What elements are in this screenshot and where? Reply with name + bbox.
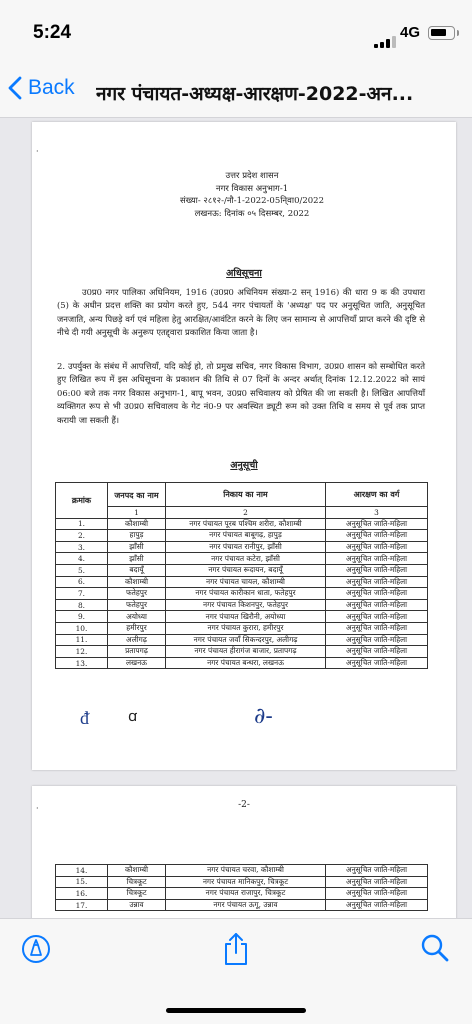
table-cell: नगर पंचायत चरवा, कौशाम्बी (166, 865, 326, 877)
back-button[interactable] (8, 76, 75, 100)
table-cell: अनुसूचित जाति-महिला (326, 646, 428, 658)
signature-mark: ᵭ (80, 708, 89, 729)
share-icon (222, 931, 250, 967)
table-cell: 3. (56, 541, 108, 553)
table-row (56, 876, 428, 888)
column-header: जनपद का नाम (108, 483, 166, 507)
column-header: क्रमांक (56, 483, 108, 519)
table-cell: लखनऊ (108, 657, 166, 669)
table-cell: 12. (56, 646, 108, 658)
table-cell: अनुसूचित जाति-महिला (326, 634, 428, 646)
header-line: लखनऊ: दिनांक ०५ दिसम्बर, 2022 (194, 208, 310, 219)
page-number: -2- (238, 800, 250, 810)
header-line: उत्तर प्रदेश शासन (225, 171, 279, 181)
pdf-viewer[interactable] (0, 118, 472, 918)
table-row (56, 588, 428, 600)
table-row (56, 611, 428, 623)
column-number: 2 (166, 507, 326, 519)
table-cell: अनुसूचित जाति-महिला (326, 518, 428, 530)
table-cell: नगर पंचायत बाबूगढ़, हापुड़ (166, 530, 326, 542)
paragraph-2: 2. उपर्युक्त के संबंध में आपत्तियाँ, यदि कोई हो, तो प्रमुख सचिव, नगर विकास विभाग, उ0प्र0 शासन को सम्बोधित करते हुए लिखित रूप में इस अधिसूचना के प्रकाशन की तिथि से 07 दिनों के अन्दर अर्थात् दिनांक 12.12.2022 को सायं 06:00 बजे तक नगर विकास अनुभाग-1, बापू भवन, उ0प्र0 सचिवालय को प्रेषित की जा सकती है। लिखित आपत्तियाँ व्यक्तिगत रूप से भी उ0प्र0 सचिवालय के गेट नं0-9 पर अवस्थित ड्यूटी रूम को उक्त तिथि व समय से पूर्व तक प्राप्त करायी जा सकती हैं। (57, 361, 425, 425)
document-header (152, 170, 352, 220)
column-number: 3 (326, 507, 428, 519)
table-row (56, 622, 428, 634)
table-cell: 4. (56, 553, 108, 565)
table-cell: 10. (56, 622, 108, 634)
home-indicator (166, 1008, 306, 1013)
pdf-page-2 (32, 786, 456, 918)
network-type: 4G (400, 24, 421, 41)
table-row (56, 576, 428, 588)
table-cell: अनुसूचित जाति-महिला (326, 865, 428, 877)
document-title: नगर पंचायत-अध्यक्ष-आरक्षण-2022-अन... (96, 83, 414, 105)
table-cell: 5. (56, 564, 108, 576)
table-cell: अनुसूचित जाति-महिला (326, 530, 428, 542)
signature-mark: ꭤ (128, 707, 138, 725)
table-row (56, 888, 428, 900)
table-cell: नगर पंचायत कटेरा, झाँसी (166, 553, 326, 565)
table-row (56, 865, 428, 877)
column-header: आरक्षण का वर्ग (326, 483, 428, 507)
table-cell: अनुसूचित जाति-महिला (326, 564, 428, 576)
table-cell: नगर पंचायत कारीकान धाता, फतेहपुर (166, 588, 326, 600)
status-bar (0, 0, 472, 64)
table-cell: 9. (56, 611, 108, 623)
page-mark: · (36, 147, 39, 156)
table-cell: 15. (56, 876, 108, 888)
table-cell: फतेहपुर (108, 588, 166, 600)
status-time: 5:24 (33, 22, 72, 43)
table-cell: अनुसूचित जाति-महिला (326, 588, 428, 600)
table-row (56, 646, 428, 658)
table-row (56, 541, 428, 553)
column-number-row (56, 507, 428, 519)
table-row (56, 518, 428, 530)
pdf-page-1 (32, 122, 456, 770)
table-cell: अनुसूचित जाति-महिला (326, 576, 428, 588)
paragraph-1: उ0प्र0 नगर पालिका अधिनियम, 1916 (उ0प्र0 अधिनियम संख्या-2 सन् 1916) की धारा 9 क की उपधारा (5) के अधीन प्रदत्त शक्ति का प्रयोग करते हुए, 544 नगर पंचायतों के 'अध्यक्ष' पद पर अनुसूचित जाति, अनुसूचित जनजाति, अन्य पिछड़े वर्ग एवं महिला हेतु आरक्षित/आवंटित करने के लिए जन सामान्य से आपत्तियाँ प्राप्त करने की दृष्टि से नीचे दी गयी अनुसूची के अनुरूप एतद्द्वारा प्रकाशित किया जाता है। (57, 287, 425, 338)
table-cell: बदायूँ (108, 564, 166, 576)
cellular-signal-icon (374, 29, 398, 48)
table-cell: नगर पंचायत कुरारा, हमीरपुर (166, 622, 326, 634)
table-cell: अलीगढ़ (108, 634, 166, 646)
table-cell: नगर पंचायत ऊगू, उन्नाव (166, 899, 326, 911)
table-cell: 2. (56, 530, 108, 542)
markup-pen-icon (20, 933, 52, 965)
chevron-left-icon (8, 76, 22, 100)
table-cell: नगर पंचायत हीरागंज बाजार, प्रतापगढ़ (166, 646, 326, 658)
table-cell: अनुसूचित जाति-महिला (326, 541, 428, 553)
table-cell: चित्रकूट (108, 888, 166, 900)
table-cell: अनुसूचित जाति-महिला (326, 622, 428, 634)
search-button[interactable] (420, 933, 450, 967)
table-cell: नगर पंचायत जवाँ सिकन्दरपुर, अलीगढ़ (166, 634, 326, 646)
table-cell: अनुसूचित जाति-महिला (326, 888, 428, 900)
page-mark: · (36, 804, 39, 813)
table-cell: चित्रकूट (108, 876, 166, 888)
schedule-title: अनुसूची (230, 460, 258, 471)
table-cell: फतेहपुर (108, 599, 166, 611)
table-row (56, 564, 428, 576)
table-row (56, 634, 428, 646)
table-cell: नगर पंचायत रूदायन, बदायूँ (166, 564, 326, 576)
table-cell: 8. (56, 599, 108, 611)
table-cell: उन्नाव (108, 899, 166, 911)
signature-mark: ∂- (254, 704, 273, 729)
table-cell: झाँसी (108, 553, 166, 565)
table-row (56, 899, 428, 911)
table-row (56, 530, 428, 542)
notification-title: अधिसूचना (226, 268, 262, 279)
table-cell: नगर पंचायत बन्थरा, लखनऊ (166, 657, 326, 669)
search-icon (420, 933, 450, 963)
table-cell: नगर पंचायत रानीपुर, झाँसी (166, 541, 326, 553)
table-cell: 14. (56, 865, 108, 877)
battery-icon (428, 26, 455, 40)
table-cell: 17. (56, 899, 108, 911)
table-cell: अनुसूचित जाति-महिला (326, 599, 428, 611)
table-cell: प्रतापगढ़ (108, 646, 166, 658)
table-cell: अयोध्या (108, 611, 166, 623)
table-cell: नगर पंचायत खिरौनी, अयोध्या (166, 611, 326, 623)
table-cell: 11. (56, 634, 108, 646)
schedule-table (55, 482, 428, 669)
table-cell: कौशाम्बी (108, 518, 166, 530)
table-cell: 13. (56, 657, 108, 669)
header-line: संख्या- २८१२-/नौ-1-2022-05नि्वा0/2022 (180, 196, 324, 206)
table-cell: अनुसूचित जाति-महिला (326, 553, 428, 565)
table-cell: 1. (56, 518, 108, 530)
table-cell: नगर पंचायत राजापुर, चित्रकूट (166, 888, 326, 900)
table-cell: अनुसूचित जाति-महिला (326, 657, 428, 669)
table-cell: नगर पंचायत चायल, कौशाम्बी (166, 576, 326, 588)
table-row (56, 599, 428, 611)
table-cell: हमीरपुर (108, 622, 166, 634)
column-header: निकाय का नाम (166, 483, 326, 507)
back-label: Back (28, 76, 75, 99)
table-cell: नगर पंचायत किशनपुर, फतेहपुर (166, 599, 326, 611)
table-row (56, 657, 428, 669)
header-line: नगर विकास अनुभाग-1 (215, 183, 289, 194)
table-cell: 6. (56, 576, 108, 588)
markup-button[interactable] (20, 933, 52, 969)
table-cell: अनुसूचित जाति-महिला (326, 899, 428, 911)
table-cell: अनुसूचित जाति-महिला (326, 611, 428, 623)
schedule-table-continued (55, 864, 428, 911)
table-cell: नगर पंचायत मानिकपुर, चित्रकूट (166, 876, 326, 888)
table-cell: कौशाम्बी (108, 865, 166, 877)
navigation-bar (0, 64, 472, 118)
table-cell: 7. (56, 588, 108, 600)
table-cell: नगर पंचायत पूरब पश्चिम शरीरा, कौशाम्बी (166, 518, 326, 530)
table-cell: 16. (56, 888, 108, 900)
table-cell: झाँसी (108, 541, 166, 553)
share-button[interactable] (222, 931, 250, 971)
table-cell: कौशाम्बी (108, 576, 166, 588)
table-header-row (56, 483, 428, 507)
table-row (56, 553, 428, 565)
column-number: 1 (108, 507, 166, 519)
table-cell: अनुसूचित जाति-महिला (326, 876, 428, 888)
table-cell: हापुड़ (108, 530, 166, 542)
